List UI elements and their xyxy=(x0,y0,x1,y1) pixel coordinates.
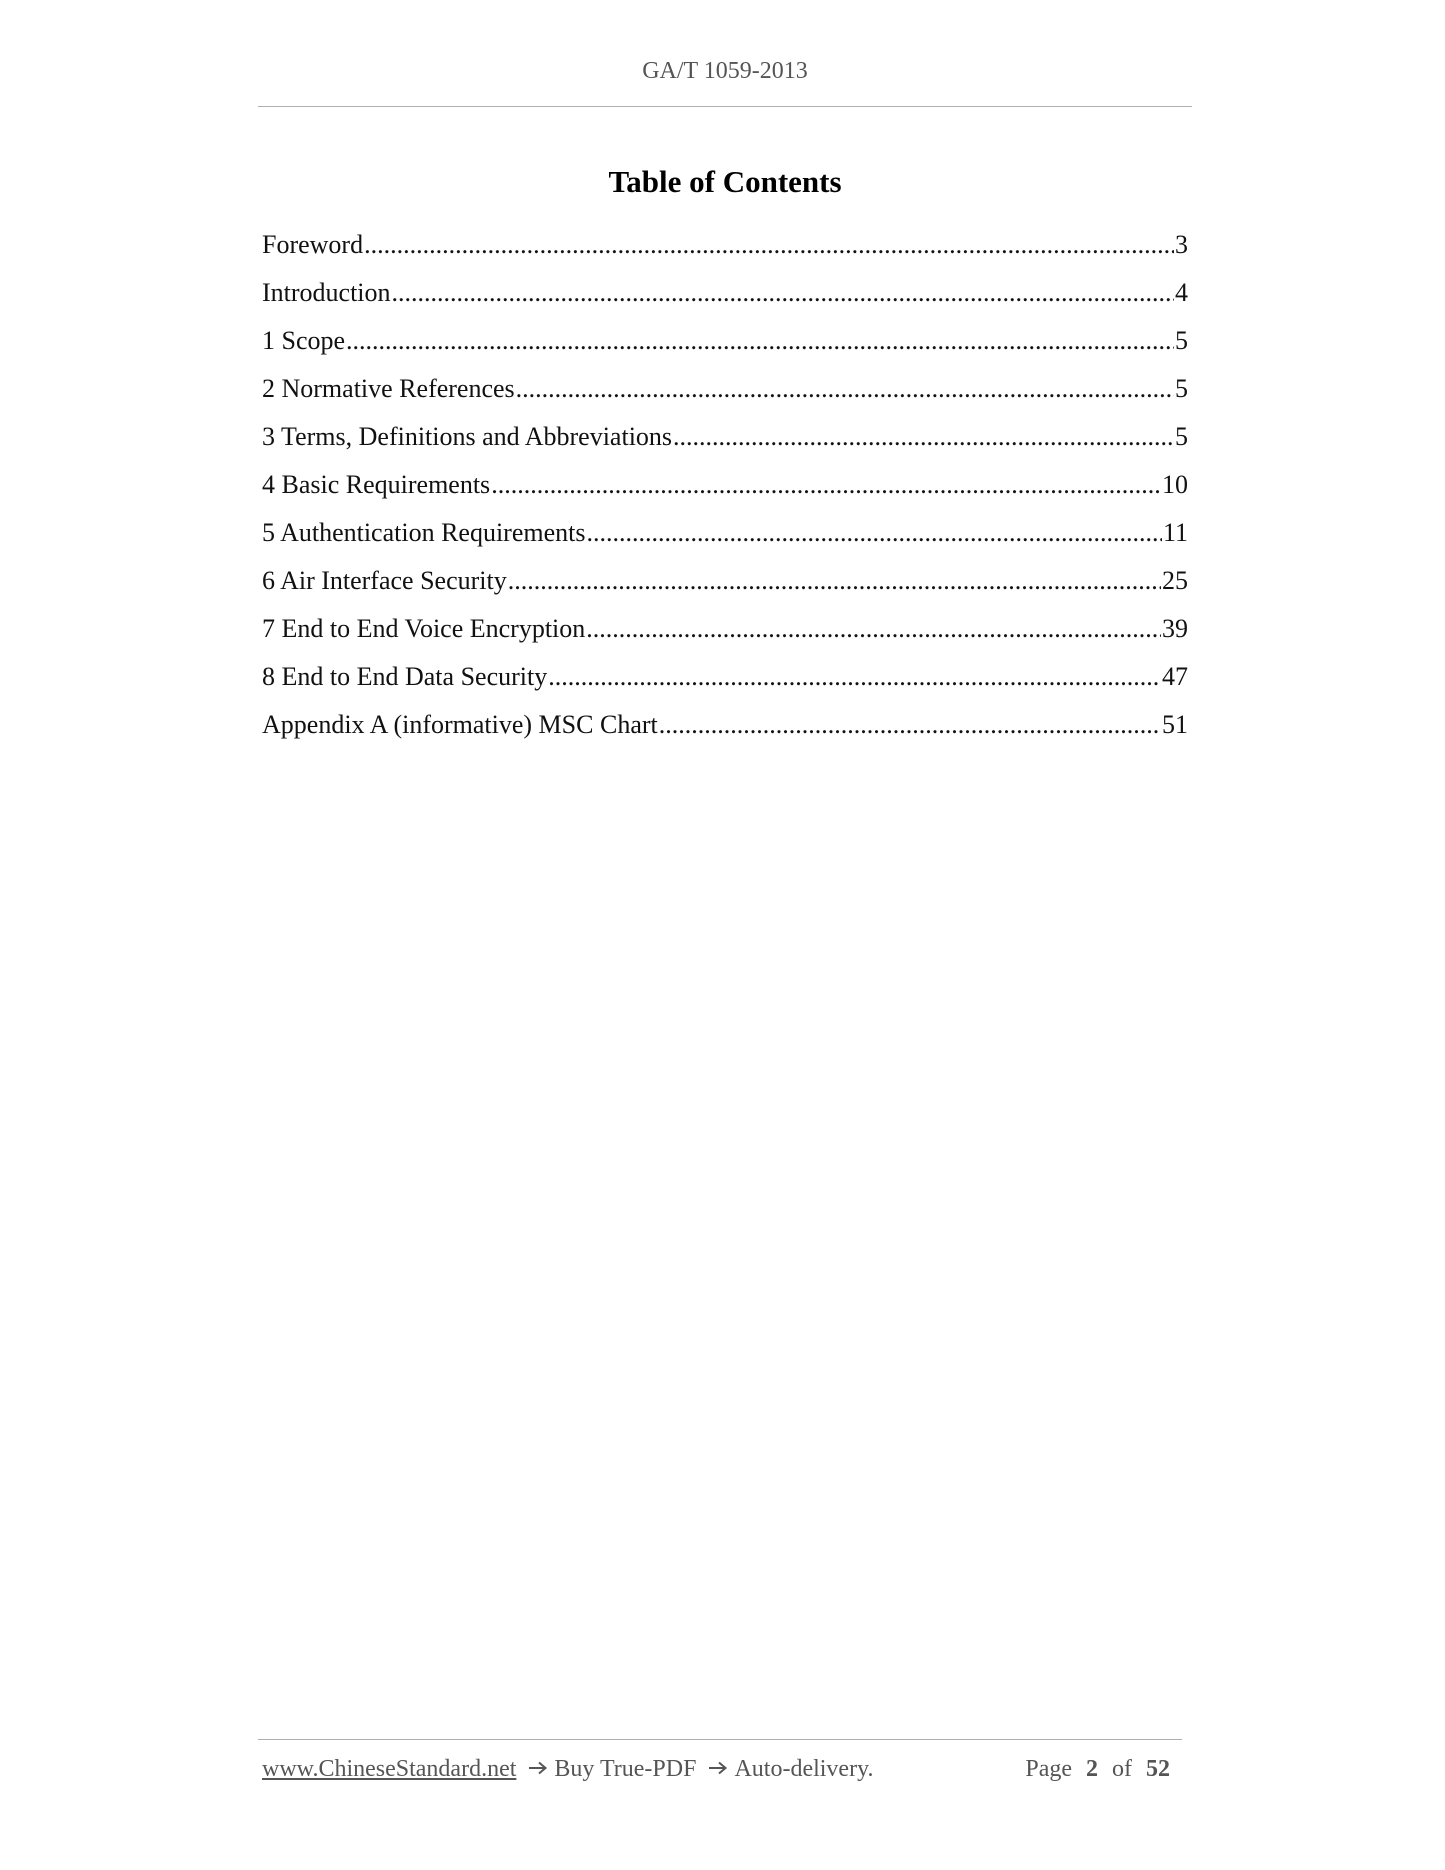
toc-list xyxy=(262,230,1188,758)
toc-entry-data-security[interactable] xyxy=(262,662,1188,710)
toc-entry-page: 3 xyxy=(1175,230,1188,259)
toc-entry-authentication-requirements[interactable] xyxy=(262,518,1188,566)
arrow-right-icon xyxy=(528,1761,548,1775)
page-label: Page xyxy=(1025,1756,1072,1782)
dot-leader xyxy=(586,614,1161,644)
toc-entry-foreword[interactable] xyxy=(262,230,1188,278)
toc-entry-page: 5 xyxy=(1175,422,1188,451)
toc-entry-scope[interactable] xyxy=(262,326,1188,374)
website-link[interactable]: www.ChineseStandard.net xyxy=(262,1756,517,1782)
toc-entry-page: 25 xyxy=(1162,566,1188,595)
toc-entry-label: Foreword xyxy=(262,230,364,259)
toc-entry-label: 2 Normative References xyxy=(262,374,515,403)
total-pages-number: 52 xyxy=(1146,1756,1170,1782)
dot-leader xyxy=(508,566,1161,596)
toc-entry-label: 3 Terms, Definitions and Abbreviations xyxy=(262,422,673,451)
buy-pdf-text: Buy True-PDF xyxy=(554,1756,697,1782)
toc-entry-page: 5 xyxy=(1175,326,1188,355)
toc-entry-terms-definitions[interactable] xyxy=(262,422,1188,470)
toc-title: Table of Contents xyxy=(608,164,842,199)
toc-entry-page: 5 xyxy=(1175,374,1188,403)
dot-leader xyxy=(516,374,1174,404)
toc-entry-voice-encryption[interactable] xyxy=(262,614,1188,662)
footer-divider xyxy=(258,1739,1182,1740)
dot-leader xyxy=(491,470,1161,500)
toc-entry-label: 5 Authentication Requirements xyxy=(262,518,586,547)
dot-leader xyxy=(587,518,1162,548)
dot-leader xyxy=(392,278,1174,308)
dot-leader xyxy=(364,230,1174,260)
footer-promo xyxy=(262,1756,874,1783)
toc-entry-normative-references[interactable] xyxy=(262,374,1188,422)
page-indicator xyxy=(1025,1756,1178,1783)
auto-delivery-text: Auto-delivery. xyxy=(734,1756,874,1782)
toc-entry-label: 8 End to End Data Security xyxy=(262,662,548,691)
current-page-number: 2 xyxy=(1086,1756,1098,1782)
toc-entry-basic-requirements[interactable] xyxy=(262,470,1188,518)
toc-entry-label: Introduction xyxy=(262,278,391,307)
header-divider xyxy=(258,106,1192,107)
toc-entry-page: 51 xyxy=(1162,710,1188,739)
toc-entry-label: 4 Basic Requirements xyxy=(262,470,491,499)
dot-leader xyxy=(346,326,1174,356)
toc-entry-label: Appendix A (informative) MSC Chart xyxy=(262,710,658,739)
page-footer xyxy=(262,1756,1182,1786)
toc-entry-page: 10 xyxy=(1162,470,1188,499)
toc-entry-page: 4 xyxy=(1175,278,1188,307)
dot-leader xyxy=(673,422,1174,452)
toc-entry-page: 47 xyxy=(1162,662,1188,691)
running-header: GA/T 1059-2013 xyxy=(642,58,808,84)
toc-entry-label: 1 Scope xyxy=(262,326,346,355)
toc-entry-label: 6 Air Interface Security xyxy=(262,566,507,595)
toc-entry-air-interface-security[interactable] xyxy=(262,566,1188,614)
toc-entry-label: 7 End to End Voice Encryption xyxy=(262,614,586,643)
dot-leader xyxy=(548,662,1161,692)
arrow-right-icon xyxy=(708,1761,728,1775)
toc-entry-page: 11 xyxy=(1162,518,1188,547)
dot-leader xyxy=(659,710,1161,740)
of-label: of xyxy=(1112,1756,1132,1782)
toc-entry-page: 39 xyxy=(1162,614,1188,643)
toc-entry-appendix-a[interactable] xyxy=(262,710,1188,758)
toc-entry-introduction[interactable] xyxy=(262,278,1188,326)
